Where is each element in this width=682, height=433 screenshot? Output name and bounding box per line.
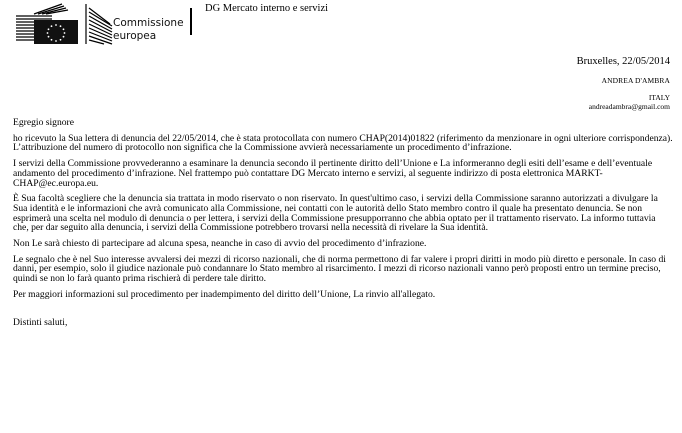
recipient-name: ANDREA D'AMBRA: [601, 76, 670, 85]
paragraph-receipt: ho ricevuto la Sua lettera di denuncia del 22/05/2014, che è stata protocollata con numero CHAP(2014)01822 (riferimento da menzionare in ogni ulteriore corrispondenza). L’attribuzione del numero di protocollo non significa che la Commissione avvierà necessariamente un procedimento d’infrazione.: [13, 132, 673, 154]
recipient-country: ITALY: [648, 93, 670, 102]
place-date: Bruxelles, 22/05/2014: [576, 56, 670, 67]
logo-wordmark: [113, 17, 184, 42]
closing: Distinti saluti,: [13, 316, 68, 328]
recipient-email: andreadambra@gmail.com: [588, 102, 670, 111]
salutation: Egregio signore: [13, 117, 75, 128]
paragraph-costs: Non Le sarà chiesto di partecipare ad alcuna spesa, neanche in caso di avvio del procedimento d’infrazione.: [13, 238, 427, 250]
letterhead: [0, 0, 682, 50]
logo-divider: [190, 8, 192, 35]
letter-body: [13, 118, 673, 333]
department-name: DG Mercato interno e servizi: [205, 3, 329, 14]
logo-text-commissione: Commissione: [113, 17, 184, 29]
paragraph-national-remedies: Le segnalo che è nel Suo interesse avvalersi dei mezzi di ricorso nazionali, che di norma permettono di far valere i propri diritti in modo più diretto e personale. In caso di danni, per esempio, solo il giudice nazionale può condannare lo Stato membro al risarcimento. I mezzi di ricorso nazionali vanno però proposti entro un termine preciso, quindi se non lo farà quanto prima rischierà di perdere tale diritto.: [13, 253, 666, 285]
paragraph-more-info: Per maggiori informazioni sul procedimento per inadempimento del diritto dell’Unione, La rinvio all'allegato.: [13, 288, 436, 300]
paragraph-confidentiality: È Sua facoltà scegliere che la denuncia sia trattata in modo riservato o non riservato. In quest'ultimo caso, i servizi della Commissione saranno autorizzati a divulgare la Sua identità e le informazioni che avrà comunicato alla Commissione, nei contatti con le autorità dello Stato membro contro il quale ha presentato denuncia. Se non esprimerà una scelta nel modulo di denuncia o per lettera, i servizi della Commissione presupporranno che abbia optato per il trattamento riservato. La informo tuttavia che, per dar seguito alla denuncia, i servizi della Commissione potrebbero trovarsi nella necessità di rivelare la Sua identità.: [13, 193, 658, 234]
paragraph-examination: I servizi della Commissione provvederanno a esaminare la denuncia secondo il pertinente diritto dell’Unione e La informeranno degli esiti dell’esame e dell’eventuale andamento del procedimento d’infrazione. Nel frattempo può contattare DG Mercato interno e servizi, al seguente indirizzo di posta elettronica MARKT-CHAP@ec.europa.eu.: [13, 158, 653, 189]
logo-text-europea: europea: [113, 29, 157, 42]
